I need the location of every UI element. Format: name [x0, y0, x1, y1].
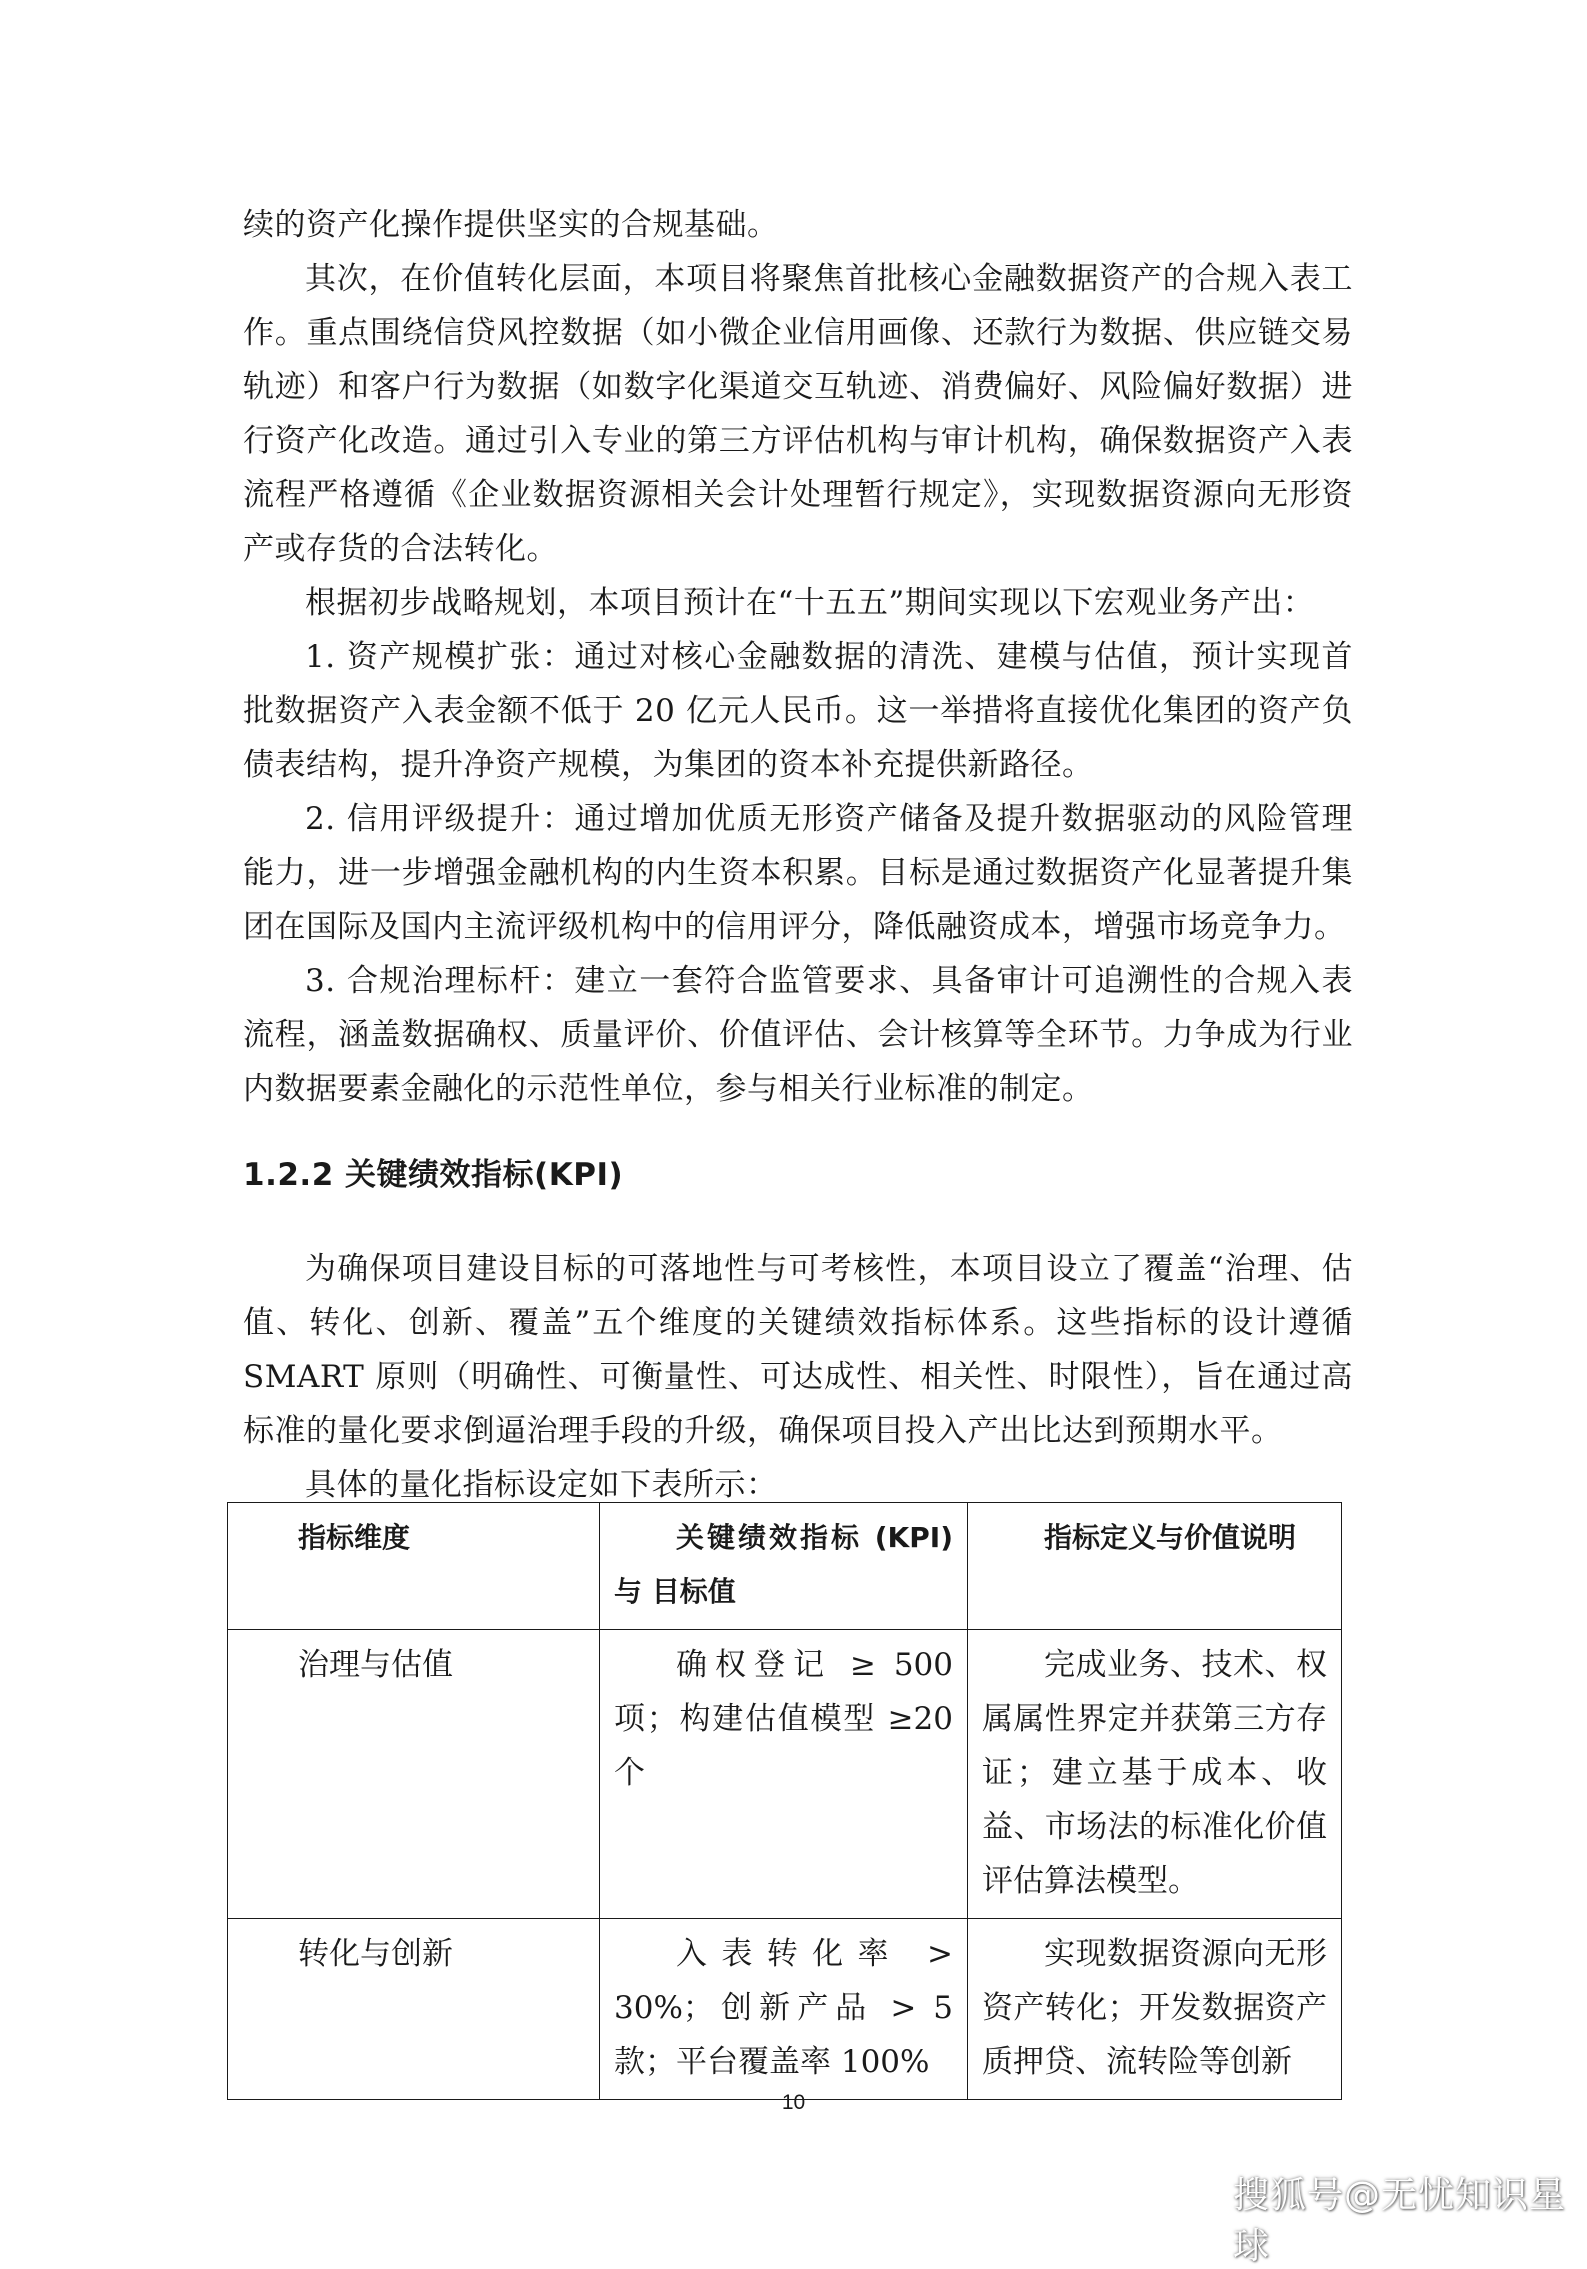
paragraph-continuation: 续的资产化操作提供坚实的合规基础。: [243, 207, 779, 243]
kpi-table: [227, 1502, 1342, 2100]
header-description: 指标定义与价值说明: [968, 1503, 1342, 1630]
watermark: 搜狐号@无忧知识星球: [1233, 2175, 1567, 2267]
cell-dimension: 转化与创新: [228, 1919, 600, 2100]
paragraph-strategy-intro: 根据初步战略规划，本项目预计在“十五五”期间实现以下宏观业务产出：: [305, 585, 1315, 621]
paragraph-table-intro: 具体的量化指标设定如下表所示：: [305, 1467, 778, 1503]
section-heading: 1.2.2 关键绩效指标(KPI): [243, 1157, 624, 1193]
table-row: [228, 1630, 1342, 1919]
cell-description: 完成业务、技术、权属属性界定并获第三方存证；建立基于成本、收益、市场法的标准化价值评估算法模型。: [968, 1630, 1342, 1919]
paragraph-value-conversion: 其次，在价值转化层面，本项目将聚焦首批核心金融数据资产的合规入表工作。重点围绕信贷风控数据（如小微企业信用画像、还款行为数据、供应链交易轨迹）和客户行为数据（如数字化渠道交互轨迹、消费偏好、风险偏好数据）进行资产化改造。通过引入专业的第三方评估机构与审计机构，确保数据资产入表流程严格遵循《企业数据资源相关会计处理暂行规定》，实现数据资源向无形资产或存货的合法转化。: [243, 261, 1353, 567]
header-kpi: 关键绩效指标 (KPI) 与 目标值: [600, 1503, 968, 1630]
cell-description: 实现数据资源向无形资产转化；开发数据资产质押贷、流转险等创新: [968, 1919, 1342, 2100]
cell-dimension: 治理与估值: [228, 1630, 600, 1919]
cell-kpi: 入表转化率 > 30%；创新产品 > 5 款；平台覆盖率 100%: [600, 1919, 968, 2100]
list-item-compliance: 3. 合规治理标杆：建立一套符合监管要求、具备审计可追溯性的合规入表流程，涵盖数据确权、质量评价、价值评估、会计核算等全环节。力争成为行业内数据要素金融化的示范性单位，参与相关行业标准的制定。: [243, 963, 1353, 1107]
header-dimension: 指标维度: [228, 1503, 600, 1630]
list-item-asset-scale: 1. 资产规模扩张：通过对核心金融数据的清洗、建模与估值，预计实现首批数据资产入表金额不低于 20 亿元人民币。这一举措将直接优化集团的资产负债表结构，提升净资产规模，为集团的资本补充提供新路径。: [243, 639, 1353, 783]
page-number: 10: [781, 2091, 806, 2114]
table-row: [228, 1919, 1342, 2100]
list-item-credit-rating: 2. 信用评级提升：通过增加优质无形资产储备及提升数据驱动的风险管理能力，进一步增强金融机构的内生资本积累。目标是通过数据资产化显著提升集团在国际及国内主流评级机构中的信用评分，降低融资成本，增强市场竞争力。: [243, 801, 1353, 945]
cell-kpi: 确权登记 ≥ 500 项；构建估值模型 ≥20 个: [600, 1630, 968, 1919]
body-text-kpi: [243, 1242, 1353, 1512]
body-text-top: [243, 198, 1353, 1116]
table-header-row: [228, 1503, 1342, 1630]
paragraph-kpi-intro: 为确保项目建设目标的可落地性与可考核性，本项目设立了覆盖“治理、估值、转化、创新、覆盖”五个维度的关键绩效指标体系。这些指标的设计遵循 SMART 原则（明确性、可衡量性、可达成性、相关性、时限性），旨在通过高标准的量化要求倒逼治理手段的升级，确保项目投入产出比达到预期水平。: [243, 1251, 1353, 1449]
